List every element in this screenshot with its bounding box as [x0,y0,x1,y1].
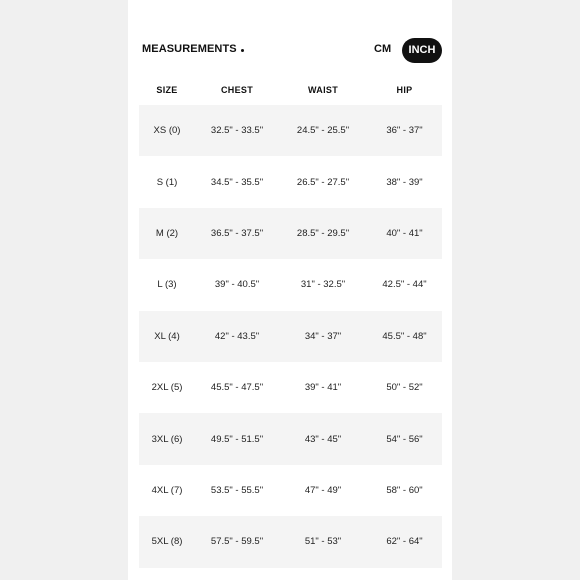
waist-cell: 43" - 45" [304,433,342,445]
size-cell: M (2) [155,227,179,239]
size-cell: XS (0) [153,125,181,137]
measurements-table [139,75,442,568]
hip-cell: 38" - 39" [386,176,423,188]
table-row [139,259,442,310]
size-cell: L (3) [157,279,177,291]
unit-toggle-cm[interactable]: CM [374,43,392,55]
hip-cell: 50" - 52" [386,382,423,394]
waist-cell: 47" - 49" [304,484,342,496]
unit-toggle-inch[interactable]: INCH [402,38,442,63]
chest-cell: 36.5" - 37.5" [210,227,264,239]
table-row [139,516,442,567]
waist-cell: 39" - 41" [304,382,342,394]
size-cell: S (1) [156,176,178,188]
column-header-hip: HIP [396,85,413,95]
size-cell: XL (4) [154,330,180,342]
size-cell: 2XL (5) [151,382,183,394]
table-row [139,156,442,207]
column-header-chest: CHEST [220,85,253,95]
info-dot-icon [241,49,244,52]
waist-cell: 28.5" - 29.5" [296,227,350,239]
column-header-waist: WAIST [308,85,338,95]
hip-cell: 40" - 41" [386,227,423,239]
size-cell: 5XL (8) [151,536,183,548]
table-row [139,208,442,259]
chest-cell: 34.5" - 35.5" [210,176,264,188]
hip-cell: 54" - 56" [386,433,423,445]
size-cell: 4XL (7) [151,484,183,496]
waist-cell: 51" - 53" [304,536,342,548]
table-row [139,105,442,156]
table-row [139,311,442,362]
hip-cell: 58" - 60" [386,484,423,496]
size-cell: 3XL (6) [151,433,183,445]
chest-cell: 39" - 40.5" [214,279,260,291]
waist-cell: 24.5" - 25.5" [296,125,350,137]
hip-cell: 42.5" - 44" [382,279,427,291]
hip-cell: 45.5" - 48" [382,330,427,342]
chest-cell: 42" - 43.5" [214,330,260,342]
measurements-title: MEASUREMENTS [142,43,237,55]
waist-cell: 26.5" - 27.5" [296,176,350,188]
chest-cell: 32.5" - 33.5" [210,125,264,137]
table-row [139,465,442,516]
chest-cell: 53.5" - 55.5" [210,484,264,496]
chest-cell: 45.5" - 47.5" [210,382,264,394]
hip-cell: 36" - 37" [386,125,423,137]
column-header-size: SIZE [156,85,178,95]
table-header-row [139,75,442,105]
table-row [139,413,442,464]
hip-cell: 62" - 64" [386,536,423,548]
chest-cell: 57.5" - 59.5" [210,536,264,548]
waist-cell: 34" - 37" [304,330,342,342]
chest-cell: 49.5" - 51.5" [210,433,264,445]
waist-cell: 31" - 32.5" [300,279,346,291]
measurements-header [142,38,442,64]
table-row [139,362,442,413]
